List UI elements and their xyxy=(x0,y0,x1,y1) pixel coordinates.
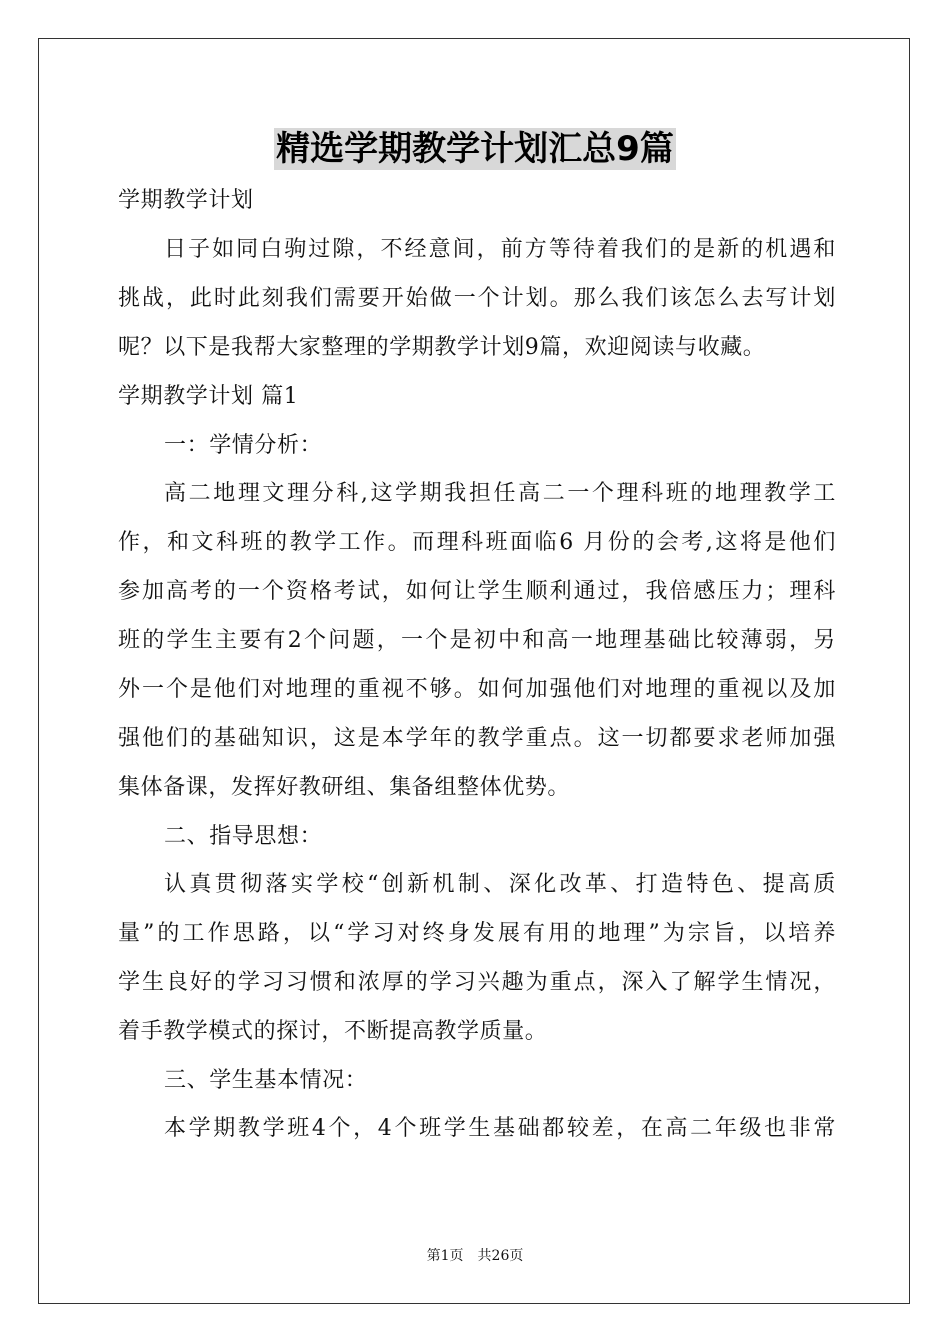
title-area xyxy=(0,128,950,170)
paragraph-line: 集体备课，发挥好教研组、集备组整体优势。 xyxy=(118,775,571,800)
page-footer xyxy=(0,1246,950,1266)
paragraph-line: 着手教学模式的探讨，不断提高教学质量。 xyxy=(118,1019,548,1044)
document-body xyxy=(118,176,836,1153)
section-title: 学期教学计划 篇1 xyxy=(118,384,299,409)
paragraph-line: 量”的工作思路，以“学习对终身发展有用的地理”为宗旨，以培养 xyxy=(118,921,836,946)
intro-line: 挑战，此时此刻我们需要开始做一个计划。那么我们该怎么去写计划 xyxy=(118,286,836,311)
paragraph-line: 班的学生主要有2个问题，一个是初中和高一地理基础比较薄弱，另 xyxy=(118,628,836,653)
heading-analysis: 一：学情分析： xyxy=(164,433,323,458)
page-total: 共26页 xyxy=(477,1248,524,1264)
paragraph-line: 参加高考的一个资格考试，如何让学生顺利通过，我倍感压力；理科 xyxy=(118,579,836,604)
heading-student-situation: 三、学生基本情况： xyxy=(164,1068,368,1093)
subtitle: 学期教学计划 xyxy=(118,188,254,213)
paragraph-line: 认真贯彻落实学校“创新机制、深化改革、打造特色、提高质 xyxy=(164,872,836,897)
page-number: 第1页 xyxy=(426,1248,464,1264)
paragraph-line: 作，和文科班的教学工作。而理科班面临6 月份的会考,这将是他们 xyxy=(118,530,836,555)
paragraph-line: 高二地理文理分科,这学期我担任高二一个理科班的地理教学工 xyxy=(164,481,836,506)
paragraph-line: 强他们的基础知识，这是本学年的教学重点。这一切都要求老师加强 xyxy=(118,726,836,751)
intro-line: 呢？以下是我帮大家整理的学期教学计划9篇，欢迎阅读与收藏。 xyxy=(118,335,766,360)
intro-line: 日子如同白驹过隙，不经意间，前方等待着我们的是新的机遇和 xyxy=(164,237,836,262)
paragraph-line: 学生良好的学习习惯和浓厚的学习兴趣为重点，深入了解学生情况， xyxy=(118,970,836,995)
heading-guiding-thought: 二、指导思想： xyxy=(164,824,323,849)
paragraph-line: 本学期教学班4个，4个班学生基础都较差，在高二年级也非常 xyxy=(164,1116,836,1141)
paragraph-line: 外一个是他们对地理的重视不够。如何加强他们对地理的重视以及加 xyxy=(118,677,836,702)
document-title: 精选学期教学计划汇总9篇 xyxy=(276,129,674,169)
